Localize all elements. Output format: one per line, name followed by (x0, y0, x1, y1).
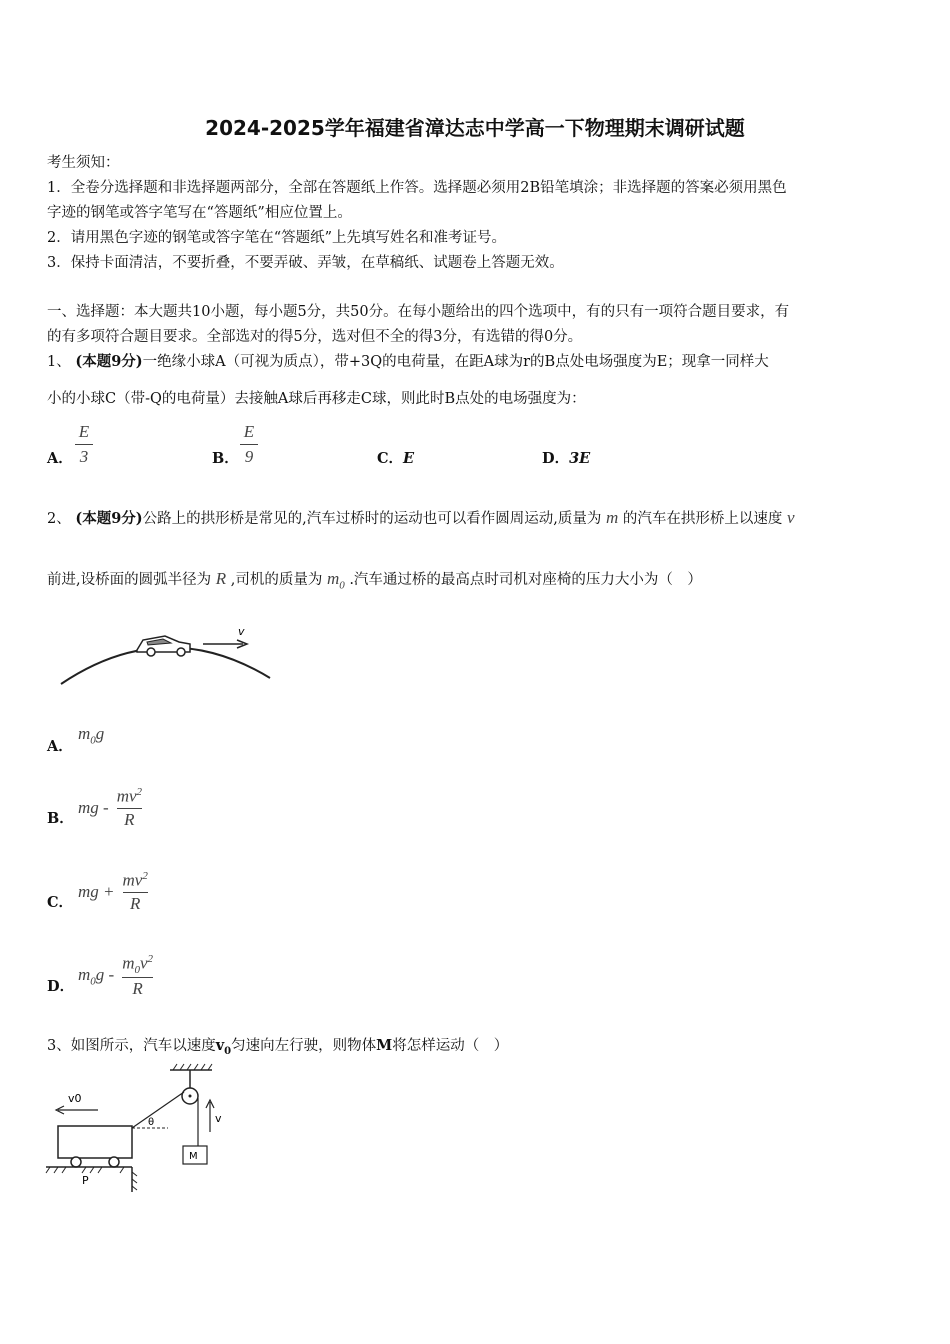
option-a-label[interactable]: A． (47, 738, 73, 755)
v0-label: v0 (68, 1092, 82, 1105)
question-score: (本题9分) (75, 510, 143, 527)
question-number: 1、 (47, 354, 71, 370)
car-icon (137, 636, 190, 656)
question-2-line-1 (47, 509, 795, 528)
var-v0: $v_0$ (215, 1037, 232, 1057)
option-c-value: E (403, 450, 415, 467)
question-number: 3、 (47, 1038, 71, 1054)
option-c[interactable] (377, 450, 414, 468)
option-d-value: 3E (569, 450, 591, 467)
fraction-denominator: 9 (244, 447, 254, 466)
fraction-numerator: E (78, 422, 90, 441)
option-a-fraction[interactable] (75, 422, 93, 467)
question-text: 一绝缘小球A（可视为质点），带+3Q的电荷量，在距A球为r的B点处电场强度为E；现拿一同样大 (142, 354, 769, 370)
question-text: .汽车通过桥的最高点时司机对座椅的压力大小为（ ） (349, 572, 702, 588)
option-a-expression[interactable]: $m_0g$ (78, 724, 105, 747)
question-text: ,司机的质量为 (230, 572, 323, 588)
option-b-label[interactable]: B． (47, 810, 74, 827)
question-3-line-1 (47, 1037, 508, 1061)
ground-hatch (46, 1167, 124, 1173)
cart-wheel (71, 1157, 81, 1167)
question-text: 匀速向左行驶，则物体 (231, 1038, 377, 1054)
notice-heading: 考生须知： (47, 155, 120, 171)
question-text: 的汽车在拱形桥上以速度 (622, 511, 783, 527)
question-text: 将怎样运动（ ） (392, 1038, 509, 1054)
notice-item: 2．请用黑色字迹的钢笔或答字笔在“答题纸”上先填写姓名和准考证号。 (47, 230, 507, 246)
theta-label: θ (148, 1117, 155, 1128)
option-d-expression[interactable]: $m_0g$ - $m_0v^2$ R (78, 953, 154, 999)
point-label: P (82, 1174, 89, 1187)
mass-label: M (189, 1151, 198, 1162)
fraction-denominator: 3 (79, 447, 89, 466)
question-score: (本题9分) (75, 353, 143, 370)
section-instructions: 的有多项符合题目要求。全部选对的得5分，选对但不全的得3分，有选错的得0分。 (47, 329, 583, 345)
question-text: 前进,设桥面的圆弧半径为 (47, 572, 212, 588)
velocity-label: v (238, 625, 245, 638)
option-b-expression[interactable]: mg - $mv^2$ R (78, 786, 143, 829)
bridge-arc (61, 647, 270, 684)
var-M: M (376, 1037, 393, 1054)
fraction-bar (240, 444, 258, 445)
cart-body (58, 1126, 132, 1158)
notice-item: 3．保持卡面清洁，不要折叠，不要弄破、弄皱，在草稿纸、试题卷上答题无效。 (47, 255, 564, 271)
var-m0: $m_0$ (326, 569, 345, 592)
var-R: R (215, 569, 227, 588)
pulley-figure (40, 1060, 240, 1200)
option-b-label[interactable]: B． (212, 450, 239, 467)
option-d[interactable] (542, 450, 590, 468)
option-c-label: C． (377, 450, 404, 467)
question-text: 如图所示，汽车以速度 (70, 1038, 216, 1054)
var-m: m (605, 508, 619, 527)
notice-item: 字迹的钢笔或答字笔写在“答题纸”相应位置上。 (47, 205, 352, 221)
question-text: 公路上的拱形桥是常见的,汽车过桥时的运动也可以看作圆周运动,质量为 (142, 511, 602, 527)
option-a-label[interactable]: A． (47, 450, 73, 467)
question-1-line-2: 小的小球C（带-Q的电荷量）去接触A球后再移走C球，则此时B点处的电场强度为： (47, 391, 586, 407)
var-v: v (786, 508, 795, 527)
velocity-label: v (215, 1112, 222, 1125)
option-d-label[interactable]: D． (47, 978, 75, 995)
fraction-numerator: E (243, 422, 255, 441)
option-c-label[interactable]: C． (47, 894, 74, 911)
rope-slanted (132, 1092, 184, 1128)
question-number: 2、 (47, 511, 71, 527)
option-d-label: D． (542, 450, 570, 467)
question-1-line-1 (47, 353, 769, 371)
notice-item: 1．全卷分选择题和非选择题两部分，全部在答题纸上作答。选择题必须用2B铅笔填涂；非选择题的答案必须用黑色 (47, 180, 787, 196)
page-title: 2024-2025学年福建省漳达志中学高一下物理期末调研试题 (205, 116, 745, 140)
question-2-line-2 (47, 570, 702, 594)
option-c-expression[interactable]: mg + $mv^2$ R (78, 870, 148, 913)
section-instructions: 一、选择题：本大题共10小题，每小题5分，共50分。在每小题给出的四个选项中，有的只有一项符合题目要求，有 (47, 304, 790, 320)
fraction-bar (75, 444, 93, 445)
option-b-fraction[interactable] (240, 422, 258, 467)
ceiling-hatch (173, 1064, 212, 1070)
cart-wheel (109, 1157, 119, 1167)
bridge-figure (55, 622, 280, 692)
